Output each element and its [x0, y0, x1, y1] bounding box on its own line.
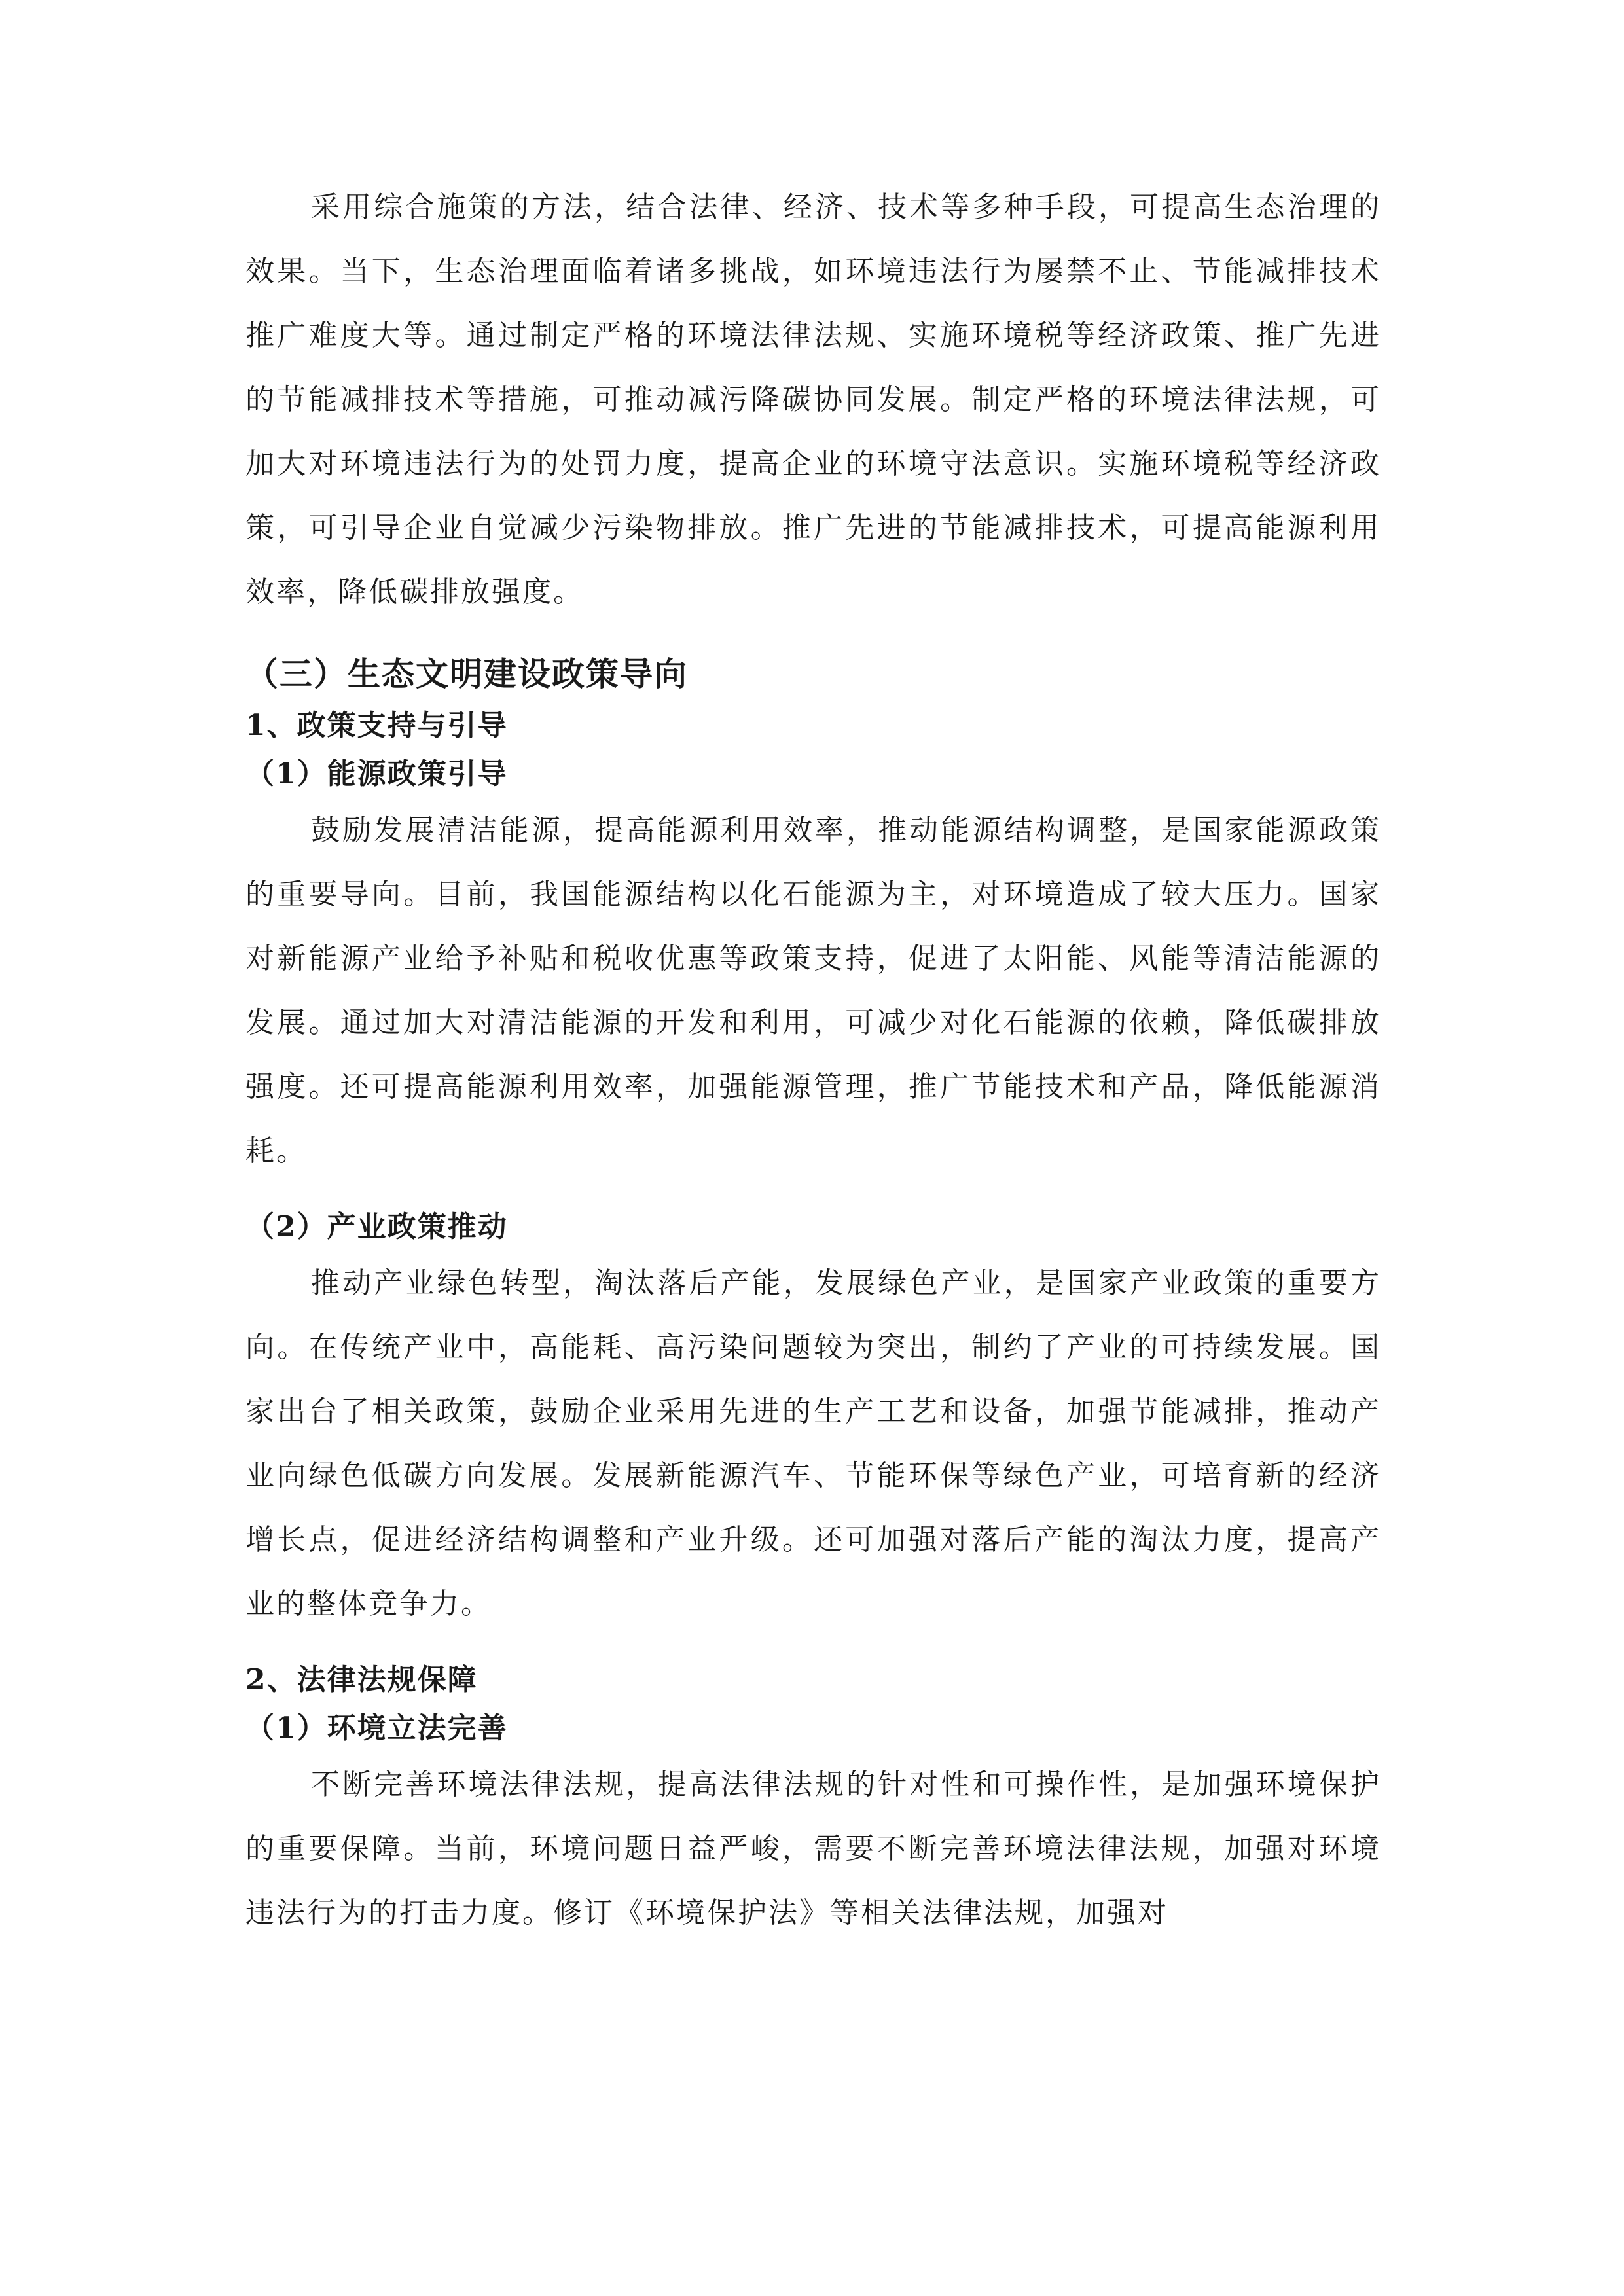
- item-heading-industrial-policy: （2）产业政策推动: [245, 1210, 508, 1244]
- item-heading-energy-policy: （1）能源政策引导: [245, 757, 508, 791]
- section-heading-policy-orientation: （三）生态文明建设政策导向: [245, 655, 688, 693]
- subsection-heading-legal-guarantee: 2、法律法规保障: [245, 1663, 478, 1696]
- subsection-heading-policy-support: 1、政策支持与引导: [245, 709, 508, 742]
- document-body: [245, 175, 1381, 1961]
- paragraph-governance-measures: 采用综合施策的方法，结合法律、经济、技术等多种手段，可提高生态治理的效果。当下，生态治理面临着诸多挑战，如环境违法行为屡禁不止、节能减排技术推广难度大等。通过制定严格的环境法律法规、实施环境税等经济政策、推广先进的节能减排技术等措施，可推动减污降碳协同发展。制定严格的环境法律法规，可加大对环境违法行为的处罚力度，提高企业的环境守法意识。实施环境税等经济政策，可引导企业自觉减少污染物排放。推广先进的节能减排技术，可提高能源利用效率，降低碳排放强度。: [245, 190, 1381, 609]
- paragraph-industrial-policy: 推动产业绿色转型，淘汰落后产能，发展绿色产业，是国家产业政策的重要方向。在传统产业中，高能耗、高污染问题较为突出，制约了产业的可持续发展。国家出台了相关政策，鼓励企业采用先进的生产工艺和设备，加强节能减排，推动产业向绿色低碳方向发展。发展新能源汽车、节能环保等绿色产业，可培育新的经济增长点，促进经济结构调整和产业升级。还可加强对落后产能的淘汰力度，提高产业的整体竞争力。: [245, 1266, 1381, 1621]
- paragraph-environmental-legislation: 不断完善环境法律法规，提高法律法规的针对性和可操作性，是加强环境保护的重要保障。当前，环境问题日益严峻，需要不断完善环境法律法规，加强对环境违法行为的打击力度。修订《环境保护法》等相关法律法规，加强对: [245, 1768, 1381, 1929]
- item-heading-environmental-legislation: （1）环境立法完善: [245, 1712, 508, 1745]
- paragraph-energy-policy: 鼓励发展清洁能源，提高能源利用效率，推动能源结构调整，是国家能源政策的重要导向。目前，我国能源结构以化石能源为主，对环境造成了较大压力。国家对新能源产业给予补贴和税收优惠等政策支持，促进了太阳能、风能等清洁能源的发展。通过加大对清洁能源的开发和利用，可减少对化石能源的依赖，降低碳排放强度。还可提高能源利用效率，加强能源管理，推广节能技术和产品，降低能源消耗。: [245, 814, 1381, 1168]
